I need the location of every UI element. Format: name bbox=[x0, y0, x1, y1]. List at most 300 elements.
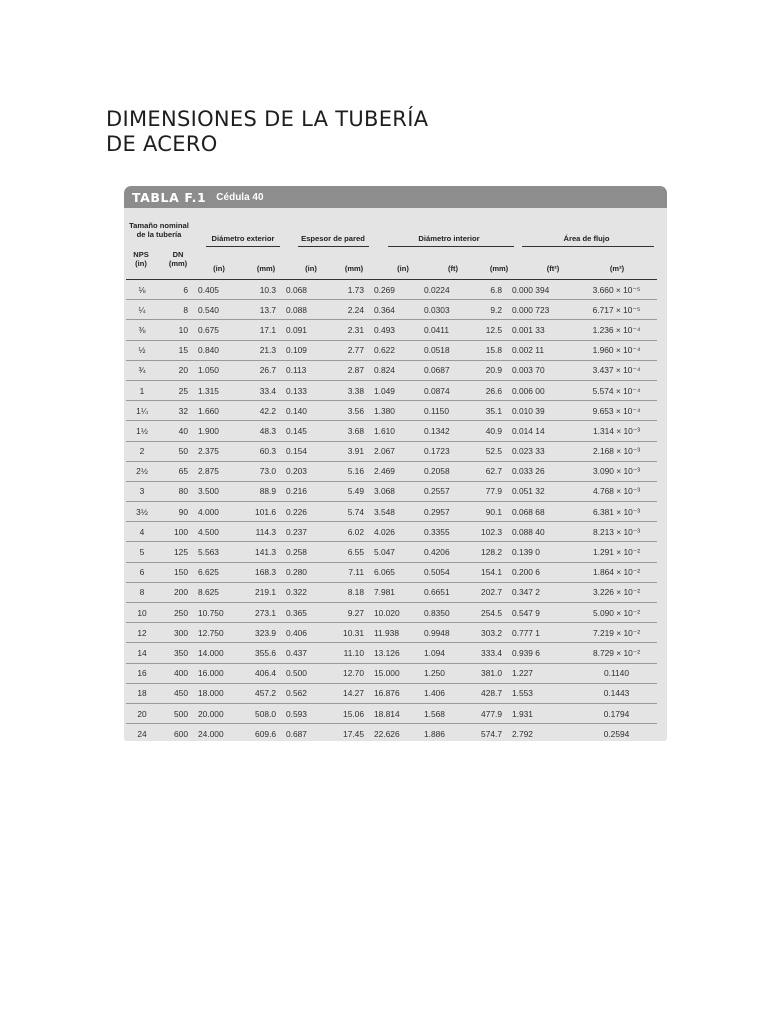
cell-id-mm: 90.1 bbox=[466, 502, 506, 522]
cell-wt-in: 0.226 bbox=[280, 502, 324, 522]
table-row bbox=[126, 603, 657, 623]
cell-od-in: 18.000 bbox=[192, 683, 236, 703]
table-body bbox=[126, 280, 657, 742]
cell-area-ft2: 0.000 394 bbox=[506, 280, 576, 300]
cell-wt-in: 0.109 bbox=[280, 340, 324, 360]
cell-area-m2: 6.381 × 10⁻³ bbox=[576, 502, 657, 522]
cell-id-ft: 0.0874 bbox=[418, 380, 466, 400]
table-row bbox=[126, 623, 657, 643]
table-row bbox=[126, 562, 657, 582]
cell-wt-in: 0.687 bbox=[280, 724, 324, 741]
cell-id-mm: 35.1 bbox=[466, 401, 506, 421]
cell-wt-in: 0.322 bbox=[280, 582, 324, 602]
table-row bbox=[126, 340, 657, 360]
cell-id-ft: 0.2058 bbox=[418, 461, 466, 481]
cell-nps: ½ bbox=[126, 340, 158, 360]
table-row bbox=[126, 401, 657, 421]
cell-area-m2: 3.226 × 10⁻² bbox=[576, 582, 657, 602]
cell-id-mm: 102.3 bbox=[466, 522, 506, 542]
cell-nps: 10 bbox=[126, 603, 158, 623]
cell-area-m2: 1.864 × 10⁻² bbox=[576, 562, 657, 582]
cell-od-in: 5.563 bbox=[192, 542, 236, 562]
cell-wt-in: 0.203 bbox=[280, 461, 324, 481]
cell-od-in: 2.875 bbox=[192, 461, 236, 481]
cell-wt-mm: 11.10 bbox=[324, 643, 368, 663]
cell-nps: 2½ bbox=[126, 461, 158, 481]
cell-wt-in: 0.145 bbox=[280, 421, 324, 441]
cell-od-mm: 48.3 bbox=[236, 421, 280, 441]
cell-id-ft: 0.0224 bbox=[418, 280, 466, 300]
cell-wt-in: 0.237 bbox=[280, 522, 324, 542]
cell-area-ft2: 2.792 bbox=[506, 724, 576, 741]
cell-id-mm: 77.9 bbox=[466, 481, 506, 501]
cell-id-in: 11.938 bbox=[368, 623, 418, 643]
cell-nps: 12 bbox=[126, 623, 158, 643]
subheader-id-in: (in) bbox=[397, 264, 409, 273]
cell-wt-in: 0.088 bbox=[280, 300, 324, 320]
cell-id-ft: 0.2957 bbox=[418, 502, 466, 522]
cell-od-in: 3.500 bbox=[192, 481, 236, 501]
cell-area-ft2: 0.088 40 bbox=[506, 522, 576, 542]
cell-od-in: 24.000 bbox=[192, 724, 236, 741]
cell-area-ft2: 1.553 bbox=[506, 683, 576, 703]
cell-id-in: 1.610 bbox=[368, 421, 418, 441]
cell-id-mm: 9.2 bbox=[466, 300, 506, 320]
pipe-dimensions-data bbox=[126, 279, 657, 741]
cell-id-ft: 0.1723 bbox=[418, 441, 466, 461]
cell-wt-mm: 5.49 bbox=[324, 481, 368, 501]
cell-wt-mm: 7.11 bbox=[324, 562, 368, 582]
page-title-line-1: DIMENSIONES DE LA TUBERÍA bbox=[106, 107, 429, 131]
table-row bbox=[126, 441, 657, 461]
cell-area-ft2: 0.001 33 bbox=[506, 320, 576, 340]
cell-wt-mm: 2.87 bbox=[324, 360, 368, 380]
cell-id-ft: 0.1342 bbox=[418, 421, 466, 441]
cell-wt-mm: 6.02 bbox=[324, 522, 368, 542]
cell-nps: 1¼ bbox=[126, 401, 158, 421]
cell-dn: 450 bbox=[158, 683, 192, 703]
cell-id-ft: 0.6651 bbox=[418, 582, 466, 602]
cell-id-in: 0.824 bbox=[368, 360, 418, 380]
table-header-bar bbox=[124, 186, 667, 208]
cell-area-m2: 6.717 × 10⁻⁵ bbox=[576, 300, 657, 320]
cell-dn: 80 bbox=[158, 481, 192, 501]
cell-wt-mm: 8.18 bbox=[324, 582, 368, 602]
table-row bbox=[126, 280, 657, 300]
cell-id-ft: 1.568 bbox=[418, 703, 466, 723]
cell-wt-in: 0.437 bbox=[280, 643, 324, 663]
cell-area-ft2: 0.010 39 bbox=[506, 401, 576, 421]
cell-area-m2: 4.768 × 10⁻³ bbox=[576, 481, 657, 501]
group-header-outer-diameter: Diámetro exterior bbox=[211, 234, 275, 243]
cell-wt-in: 0.154 bbox=[280, 441, 324, 461]
table-row bbox=[126, 380, 657, 400]
cell-id-mm: 254.5 bbox=[466, 603, 506, 623]
cell-area-ft2: 0.068 68 bbox=[506, 502, 576, 522]
cell-od-in: 2.375 bbox=[192, 441, 236, 461]
cell-od-mm: 355.6 bbox=[236, 643, 280, 663]
cell-id-mm: 154.1 bbox=[466, 562, 506, 582]
cell-area-m2: 7.219 × 10⁻² bbox=[576, 623, 657, 643]
cell-area-m2: 0.2594 bbox=[576, 724, 657, 741]
cell-dn: 125 bbox=[158, 542, 192, 562]
table-row bbox=[126, 421, 657, 441]
cell-id-in: 13.126 bbox=[368, 643, 418, 663]
cell-id-mm: 202.7 bbox=[466, 582, 506, 602]
cell-od-mm: 141.3 bbox=[236, 542, 280, 562]
cell-wt-in: 0.406 bbox=[280, 623, 324, 643]
cell-od-mm: 406.4 bbox=[236, 663, 280, 683]
cell-dn: 25 bbox=[158, 380, 192, 400]
table-row bbox=[126, 522, 657, 542]
cell-area-m2: 1.314 × 10⁻³ bbox=[576, 421, 657, 441]
cell-dn: 500 bbox=[158, 703, 192, 723]
cell-id-mm: 12.5 bbox=[466, 320, 506, 340]
cell-area-ft2: 0.033 26 bbox=[506, 461, 576, 481]
cell-wt-mm: 5.16 bbox=[324, 461, 368, 481]
cell-area-m2: 1.236 × 10⁻⁴ bbox=[576, 320, 657, 340]
cell-od-in: 4.000 bbox=[192, 502, 236, 522]
cell-od-mm: 10.3 bbox=[236, 280, 280, 300]
cell-area-ft2: 1.227 bbox=[506, 663, 576, 683]
cell-nps: 3 bbox=[126, 481, 158, 501]
cell-area-m2: 2.168 × 10⁻³ bbox=[576, 441, 657, 461]
cell-wt-mm: 12.70 bbox=[324, 663, 368, 683]
group-rule-outer-diameter bbox=[206, 246, 280, 247]
cell-area-m2: 3.660 × 10⁻⁵ bbox=[576, 280, 657, 300]
cell-wt-in: 0.140 bbox=[280, 401, 324, 421]
cell-id-ft: 1.250 bbox=[418, 663, 466, 683]
subheader-wt-mm: (mm) bbox=[344, 264, 364, 273]
cell-od-mm: 219.1 bbox=[236, 582, 280, 602]
cell-nps: ¼ bbox=[126, 300, 158, 320]
cell-od-in: 8.625 bbox=[192, 582, 236, 602]
cell-od-in: 16.000 bbox=[192, 663, 236, 683]
cell-wt-in: 0.091 bbox=[280, 320, 324, 340]
cell-area-ft2: 0.023 33 bbox=[506, 441, 576, 461]
cell-wt-mm: 2.31 bbox=[324, 320, 368, 340]
cell-nps: 2 bbox=[126, 441, 158, 461]
cell-id-ft: 0.1150 bbox=[418, 401, 466, 421]
cell-wt-mm: 3.68 bbox=[324, 421, 368, 441]
cell-wt-mm: 3.91 bbox=[324, 441, 368, 461]
column-headers bbox=[124, 208, 667, 279]
cell-dn: 600 bbox=[158, 724, 192, 741]
subheader-od-in: (in) bbox=[213, 264, 225, 273]
cell-id-ft: 1.406 bbox=[418, 683, 466, 703]
cell-nps: 3½ bbox=[126, 502, 158, 522]
cell-dn: 400 bbox=[158, 663, 192, 683]
table-row bbox=[126, 724, 657, 741]
cell-id-in: 4.026 bbox=[368, 522, 418, 542]
cell-dn: 6 bbox=[158, 280, 192, 300]
cell-id-mm: 20.9 bbox=[466, 360, 506, 380]
cell-dn: 32 bbox=[158, 401, 192, 421]
cell-od-in: 0.405 bbox=[192, 280, 236, 300]
subheader-nps: NPS (in) bbox=[133, 250, 149, 268]
group-rule-wall-thickness bbox=[298, 246, 369, 247]
cell-area-ft2: 0.547 9 bbox=[506, 603, 576, 623]
group-rule-inner-diameter bbox=[388, 246, 514, 247]
cell-id-in: 3.548 bbox=[368, 502, 418, 522]
subheader-area-m2: (m²) bbox=[609, 264, 625, 273]
page-title bbox=[106, 107, 428, 157]
cell-wt-mm: 1.73 bbox=[324, 280, 368, 300]
cell-wt-mm: 9.27 bbox=[324, 603, 368, 623]
table-row bbox=[126, 320, 657, 340]
cell-od-mm: 609.6 bbox=[236, 724, 280, 741]
cell-area-ft2: 1.931 bbox=[506, 703, 576, 723]
cell-dn: 40 bbox=[158, 421, 192, 441]
cell-od-mm: 273.1 bbox=[236, 603, 280, 623]
cell-od-mm: 60.3 bbox=[236, 441, 280, 461]
cell-area-m2: 5.574 × 10⁻⁴ bbox=[576, 380, 657, 400]
cell-id-in: 22.626 bbox=[368, 724, 418, 741]
cell-dn: 65 bbox=[158, 461, 192, 481]
cell-wt-in: 0.500 bbox=[280, 663, 324, 683]
cell-area-ft2: 0.014 14 bbox=[506, 421, 576, 441]
cell-id-in: 0.269 bbox=[368, 280, 418, 300]
table-row bbox=[126, 683, 657, 703]
cell-wt-mm: 3.38 bbox=[324, 380, 368, 400]
table-row bbox=[126, 461, 657, 481]
cell-od-in: 20.000 bbox=[192, 703, 236, 723]
cell-id-mm: 381.0 bbox=[466, 663, 506, 683]
cell-id-ft: 0.5054 bbox=[418, 562, 466, 582]
cell-od-in: 0.540 bbox=[192, 300, 236, 320]
cell-od-in: 0.675 bbox=[192, 320, 236, 340]
cell-area-ft2: 0.777 1 bbox=[506, 623, 576, 643]
cell-id-ft: 0.4206 bbox=[418, 542, 466, 562]
cell-id-mm: 26.6 bbox=[466, 380, 506, 400]
cell-od-mm: 13.7 bbox=[236, 300, 280, 320]
cell-id-in: 2.469 bbox=[368, 461, 418, 481]
cell-nps: ⅜ bbox=[126, 320, 158, 340]
cell-id-in: 16.876 bbox=[368, 683, 418, 703]
cell-id-in: 1.049 bbox=[368, 380, 418, 400]
cell-dn: 15 bbox=[158, 340, 192, 360]
cell-nps: 8 bbox=[126, 582, 158, 602]
cell-wt-mm: 14.27 bbox=[324, 683, 368, 703]
cell-area-m2: 3.090 × 10⁻³ bbox=[576, 461, 657, 481]
cell-id-mm: 6.8 bbox=[466, 280, 506, 300]
cell-od-mm: 42.2 bbox=[236, 401, 280, 421]
cell-id-mm: 62.7 bbox=[466, 461, 506, 481]
cell-area-m2: 1.960 × 10⁻⁴ bbox=[576, 340, 657, 360]
cell-wt-mm: 17.45 bbox=[324, 724, 368, 741]
cell-id-mm: 333.4 bbox=[466, 643, 506, 663]
cell-area-ft2: 0.002 11 bbox=[506, 340, 576, 360]
cell-nps: 1 bbox=[126, 380, 158, 400]
table-row bbox=[126, 300, 657, 320]
cell-id-mm: 477.9 bbox=[466, 703, 506, 723]
cell-area-ft2: 0.200 6 bbox=[506, 562, 576, 582]
cell-area-ft2: 0.939 6 bbox=[506, 643, 576, 663]
cell-id-mm: 574.7 bbox=[466, 724, 506, 741]
cell-wt-in: 0.365 bbox=[280, 603, 324, 623]
cell-wt-mm: 15.06 bbox=[324, 703, 368, 723]
cell-id-ft: 0.8350 bbox=[418, 603, 466, 623]
cell-wt-mm: 6.55 bbox=[324, 542, 368, 562]
cell-id-ft: 1.886 bbox=[418, 724, 466, 741]
cell-od-mm: 26.7 bbox=[236, 360, 280, 380]
cell-id-ft: 0.0687 bbox=[418, 360, 466, 380]
cell-nps: 14 bbox=[126, 643, 158, 663]
cell-dn: 100 bbox=[158, 522, 192, 542]
cell-id-in: 1.380 bbox=[368, 401, 418, 421]
cell-id-mm: 303.2 bbox=[466, 623, 506, 643]
cell-nps: ⅛ bbox=[126, 280, 158, 300]
cell-wt-in: 0.068 bbox=[280, 280, 324, 300]
cell-nps: ¾ bbox=[126, 360, 158, 380]
cell-wt-in: 0.133 bbox=[280, 380, 324, 400]
subheader-id-mm: (mm) bbox=[489, 264, 509, 273]
cell-area-m2: 3.437 × 10⁻⁴ bbox=[576, 360, 657, 380]
cell-od-in: 1.660 bbox=[192, 401, 236, 421]
cell-dn: 300 bbox=[158, 623, 192, 643]
cell-id-ft: 0.0411 bbox=[418, 320, 466, 340]
cell-wt-mm: 2.24 bbox=[324, 300, 368, 320]
group-header-wall-thickness: Espesor de pared bbox=[301, 234, 365, 243]
cell-wt-mm: 3.56 bbox=[324, 401, 368, 421]
cell-nps: 24 bbox=[126, 724, 158, 741]
cell-id-mm: 52.5 bbox=[466, 441, 506, 461]
cell-id-ft: 0.9948 bbox=[418, 623, 466, 643]
cell-area-m2: 5.090 × 10⁻² bbox=[576, 603, 657, 623]
page-title-line-2: DE ACERO bbox=[106, 132, 218, 156]
cell-id-mm: 428.7 bbox=[466, 683, 506, 703]
cell-nps: 1½ bbox=[126, 421, 158, 441]
subheader-wt-in: (in) bbox=[305, 264, 317, 273]
cell-id-ft: 1.094 bbox=[418, 643, 466, 663]
table-row bbox=[126, 360, 657, 380]
cell-od-mm: 114.3 bbox=[236, 522, 280, 542]
cell-id-in: 3.068 bbox=[368, 481, 418, 501]
cell-wt-mm: 5.74 bbox=[324, 502, 368, 522]
cell-od-mm: 17.1 bbox=[236, 320, 280, 340]
table-row bbox=[126, 502, 657, 522]
subheader-od-mm: (mm) bbox=[256, 264, 276, 273]
cell-dn: 250 bbox=[158, 603, 192, 623]
cell-id-ft: 0.0518 bbox=[418, 340, 466, 360]
cell-nps: 16 bbox=[126, 663, 158, 683]
cell-dn: 20 bbox=[158, 360, 192, 380]
cell-id-ft: 0.2557 bbox=[418, 481, 466, 501]
cell-od-in: 1.315 bbox=[192, 380, 236, 400]
cell-wt-in: 0.562 bbox=[280, 683, 324, 703]
cell-area-ft2: 0.006 00 bbox=[506, 380, 576, 400]
group-header-inner-diameter: Diámetro interior bbox=[418, 234, 480, 243]
cell-wt-mm: 2.77 bbox=[324, 340, 368, 360]
cell-wt-mm: 10.31 bbox=[324, 623, 368, 643]
group-header-flow-area: Área de flujo bbox=[563, 234, 610, 243]
cell-wt-in: 0.280 bbox=[280, 562, 324, 582]
cell-od-in: 6.625 bbox=[192, 562, 236, 582]
cell-id-in: 6.065 bbox=[368, 562, 418, 582]
cell-area-m2: 0.1443 bbox=[576, 683, 657, 703]
cell-id-in: 0.493 bbox=[368, 320, 418, 340]
cell-id-in: 18.814 bbox=[368, 703, 418, 723]
cell-id-in: 15.000 bbox=[368, 663, 418, 683]
cell-nps: 5 bbox=[126, 542, 158, 562]
group-header-nominal-size: Tamaño nominal de la tubería bbox=[129, 221, 189, 239]
cell-od-mm: 101.6 bbox=[236, 502, 280, 522]
table-label: TABLA F.1 bbox=[132, 189, 207, 205]
cell-dn: 150 bbox=[158, 562, 192, 582]
table-row bbox=[126, 663, 657, 683]
cell-area-ft2: 0.139 0 bbox=[506, 542, 576, 562]
cell-dn: 8 bbox=[158, 300, 192, 320]
pipe-dimensions-table bbox=[124, 186, 667, 741]
cell-area-ft2: 0.000 723 bbox=[506, 300, 576, 320]
cell-od-in: 12.750 bbox=[192, 623, 236, 643]
table-row bbox=[126, 481, 657, 501]
cell-od-mm: 168.3 bbox=[236, 562, 280, 582]
cell-id-ft: 0.0303 bbox=[418, 300, 466, 320]
group-rule-flow-area bbox=[522, 246, 654, 247]
cell-wt-in: 0.258 bbox=[280, 542, 324, 562]
table-row bbox=[126, 643, 657, 663]
cell-area-ft2: 0.347 2 bbox=[506, 582, 576, 602]
cell-dn: 90 bbox=[158, 502, 192, 522]
cell-area-ft2: 0.051 32 bbox=[506, 481, 576, 501]
cell-nps: 18 bbox=[126, 683, 158, 703]
cell-od-in: 0.840 bbox=[192, 340, 236, 360]
cell-nps: 6 bbox=[126, 562, 158, 582]
cell-area-m2: 9.653 × 10⁻⁴ bbox=[576, 401, 657, 421]
table-row bbox=[126, 582, 657, 602]
subheader-id-ft: (ft) bbox=[448, 264, 458, 273]
cell-area-m2: 0.1794 bbox=[576, 703, 657, 723]
cell-id-in: 5.047 bbox=[368, 542, 418, 562]
cell-od-in: 1.050 bbox=[192, 360, 236, 380]
cell-od-mm: 88.9 bbox=[236, 481, 280, 501]
cell-od-in: 1.900 bbox=[192, 421, 236, 441]
cell-wt-in: 0.216 bbox=[280, 481, 324, 501]
cell-od-mm: 508.0 bbox=[236, 703, 280, 723]
cell-od-in: 10.750 bbox=[192, 603, 236, 623]
table-row bbox=[126, 703, 657, 723]
cell-id-in: 0.364 bbox=[368, 300, 418, 320]
cell-nps: 4 bbox=[126, 522, 158, 542]
cell-area-ft2: 0.003 70 bbox=[506, 360, 576, 380]
subheader-area-ft2: (ft²) bbox=[546, 264, 560, 273]
cell-id-in: 10.020 bbox=[368, 603, 418, 623]
cell-od-mm: 33.4 bbox=[236, 380, 280, 400]
cell-dn: 50 bbox=[158, 441, 192, 461]
cell-id-in: 7.981 bbox=[368, 582, 418, 602]
cell-od-in: 4.500 bbox=[192, 522, 236, 542]
cell-id-in: 2.067 bbox=[368, 441, 418, 461]
table-row bbox=[126, 542, 657, 562]
cell-dn: 350 bbox=[158, 643, 192, 663]
cell-dn: 200 bbox=[158, 582, 192, 602]
cell-area-m2: 0.1140 bbox=[576, 663, 657, 683]
table-caption: Cédula 40 bbox=[216, 191, 264, 203]
cell-id-mm: 128.2 bbox=[466, 542, 506, 562]
cell-od-mm: 323.9 bbox=[236, 623, 280, 643]
cell-area-m2: 1.291 × 10⁻² bbox=[576, 542, 657, 562]
cell-id-mm: 40.9 bbox=[466, 421, 506, 441]
cell-od-in: 14.000 bbox=[192, 643, 236, 663]
cell-area-m2: 8.213 × 10⁻³ bbox=[576, 522, 657, 542]
cell-dn: 10 bbox=[158, 320, 192, 340]
cell-od-mm: 457.2 bbox=[236, 683, 280, 703]
cell-wt-in: 0.113 bbox=[280, 360, 324, 380]
cell-area-m2: 8.729 × 10⁻² bbox=[576, 643, 657, 663]
cell-od-mm: 21.3 bbox=[236, 340, 280, 360]
cell-id-mm: 15.8 bbox=[466, 340, 506, 360]
